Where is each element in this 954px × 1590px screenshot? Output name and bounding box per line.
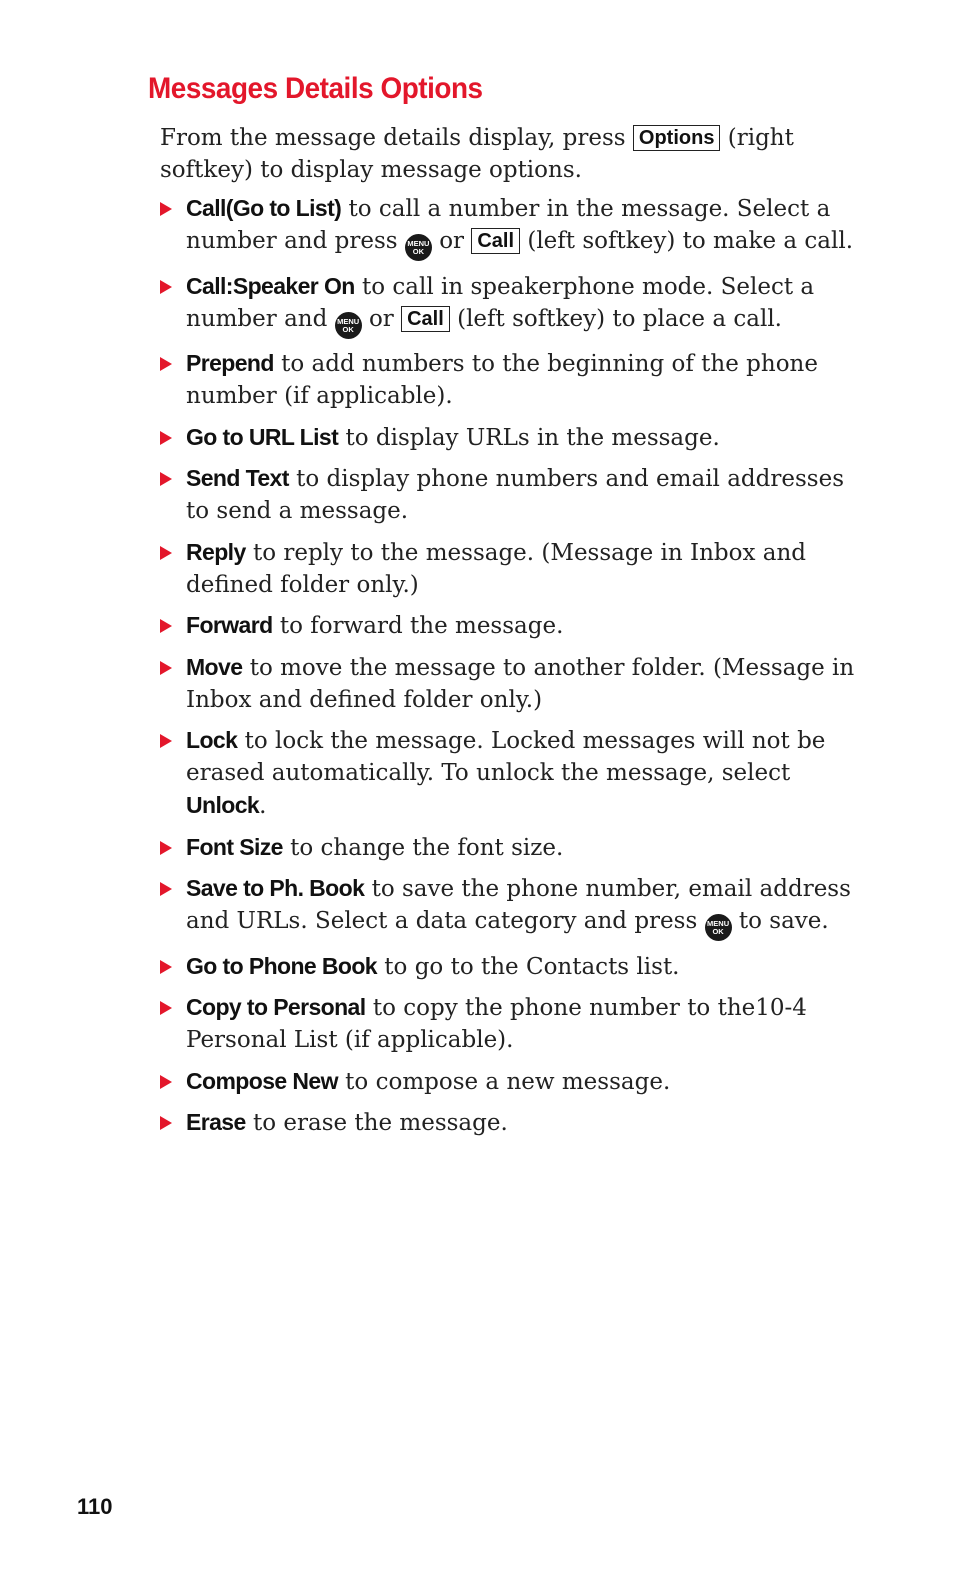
list-item-call-go-to-list xyxy=(160,192,870,261)
call-softkey: Call xyxy=(471,228,520,254)
bullet-arrow-icon xyxy=(160,619,172,633)
option-text: to save the phone number, email address and URLs. Select a data category and press xyxy=(186,876,851,934)
bullet-arrow-icon xyxy=(160,960,172,974)
option-text: to display URLs in the message. xyxy=(338,424,720,451)
bullet-arrow-icon xyxy=(160,546,172,560)
option-text: to move the message to another folder. (Message in Inbox and defined folder only.) xyxy=(186,654,855,713)
option-term: Erase xyxy=(186,1109,246,1135)
list-item-go-to-url-list xyxy=(160,421,870,454)
bullet-arrow-icon xyxy=(160,841,172,855)
option-text: to lock the message. Locked messages will not be erased automatically. To unlock the message, select xyxy=(186,728,826,786)
bullet-arrow-icon xyxy=(160,661,172,675)
intro-paragraph xyxy=(160,122,870,186)
option-text: to save. xyxy=(731,908,829,934)
option-term: Go to Phone Book xyxy=(186,952,377,979)
intro-text-after: (right softkey) to display message options. xyxy=(160,125,794,183)
option-term: Call:Speaker On xyxy=(186,272,355,299)
section-heading: Messages Details Options xyxy=(148,72,483,105)
list-item-call-speaker-on xyxy=(160,270,870,339)
bullet-arrow-icon xyxy=(160,280,172,294)
option-text: or xyxy=(361,305,402,332)
option-text: (left softkey) to place a call. xyxy=(449,305,782,332)
option-term: Copy to Personal xyxy=(186,994,366,1020)
list-item-reply xyxy=(160,536,870,601)
option-text: to display phone numbers and email addresses to send a message. xyxy=(186,466,845,524)
option-term: Move xyxy=(186,653,243,680)
option-text: to change the font size. xyxy=(282,834,564,861)
option-term: Send Text xyxy=(186,465,289,491)
option-text: or xyxy=(431,228,472,254)
options-list xyxy=(160,192,870,1148)
list-item-lock xyxy=(160,724,870,822)
option-text: to copy the phone number to the10-4 Personal List (if applicable). xyxy=(186,995,807,1053)
option-text: to erase the message. xyxy=(245,1110,508,1136)
bullet-arrow-icon xyxy=(160,431,172,445)
list-item-copy-to-personal xyxy=(160,991,870,1056)
option-term: Reply xyxy=(186,538,246,565)
option-text: to forward the message. xyxy=(272,613,564,639)
option-text: (left softkey) to make a call. xyxy=(520,228,854,254)
bullet-arrow-icon xyxy=(160,202,172,216)
option-text: to call a number in the message. Select a number and press xyxy=(186,196,831,254)
option-text: to reply to the message. (Message in Inbox and defined folder only.) xyxy=(186,539,806,598)
option-term: Go to URL List xyxy=(186,423,339,450)
option-term: Prepend xyxy=(186,350,274,376)
list-item-go-to-phone-book xyxy=(160,950,870,983)
list-item-move xyxy=(160,651,870,716)
list-item-erase xyxy=(160,1106,870,1139)
options-softkey: Options xyxy=(633,125,721,151)
option-text: . xyxy=(259,793,267,819)
option-text: to go to the Contacts list. xyxy=(377,953,680,980)
option-term: Call(Go to List) xyxy=(186,195,342,221)
unlock-term: Unlock xyxy=(186,792,260,818)
menu-ok-key-icon: MENU OK xyxy=(405,234,432,261)
call-softkey: Call xyxy=(401,306,450,332)
bullet-arrow-icon xyxy=(160,734,172,748)
intro-text-before: From the message details display, press xyxy=(160,125,633,151)
list-item-compose-new xyxy=(160,1065,870,1098)
option-term: Forward xyxy=(186,612,273,638)
option-term: Compose New xyxy=(186,1067,338,1094)
option-term: Lock xyxy=(186,727,238,753)
page-number: 110 xyxy=(77,1494,113,1519)
option-text: to add numbers to the beginning of the phone number (if applicable). xyxy=(186,351,818,409)
list-item-prepend xyxy=(160,347,870,412)
list-item-font-size xyxy=(160,831,870,864)
bullet-arrow-icon xyxy=(160,882,172,896)
option-term: Save to Ph. Book xyxy=(186,875,365,901)
list-item-forward xyxy=(160,609,870,642)
menu-ok-key-icon: MENU OK xyxy=(705,914,732,941)
bullet-arrow-icon xyxy=(160,1075,172,1089)
bullet-arrow-icon xyxy=(160,1116,172,1130)
option-text: to call in speakerphone mode. Select a number and xyxy=(186,273,815,332)
option-text: to compose a new message. xyxy=(337,1068,671,1095)
menu-ok-key-icon: MENU OK xyxy=(335,312,362,339)
list-item-send-text xyxy=(160,462,870,527)
bullet-arrow-icon xyxy=(160,1001,172,1015)
bullet-arrow-icon xyxy=(160,357,172,371)
option-term: Font Size xyxy=(186,833,283,860)
list-item-save-to-ph-book xyxy=(160,872,870,941)
bullet-arrow-icon xyxy=(160,472,172,486)
